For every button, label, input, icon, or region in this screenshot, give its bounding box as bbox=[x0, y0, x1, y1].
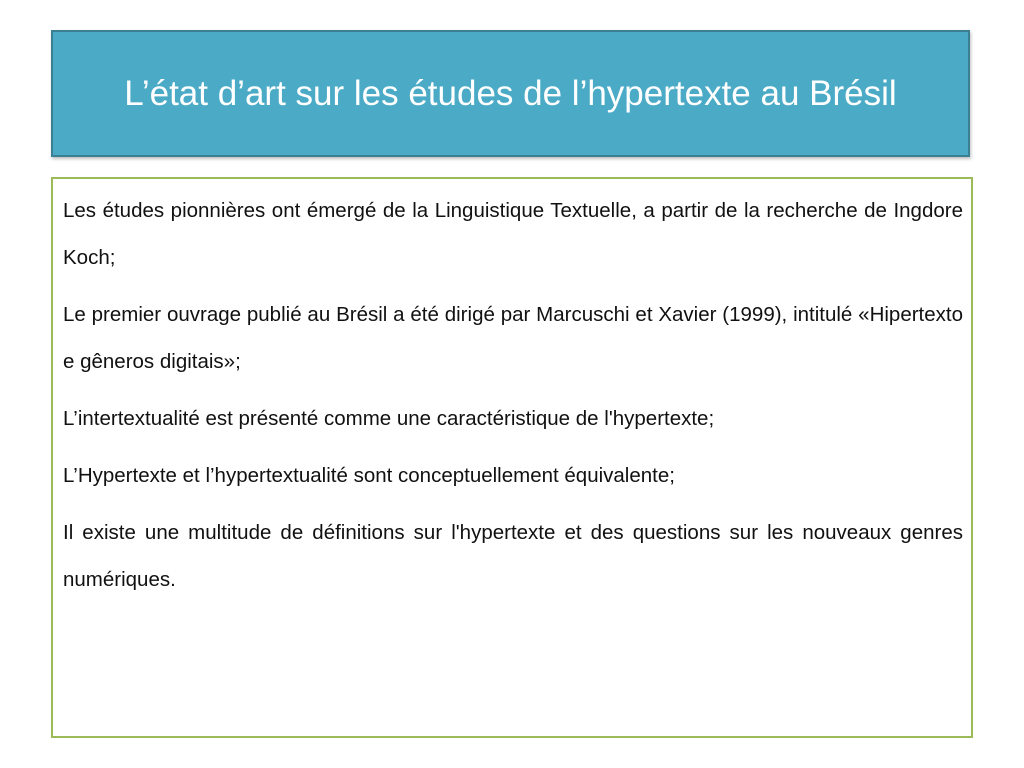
paragraph-5: Il existe une multitude de définitions sur l'hypertexte et des questions sur les nouveaux genres numériques. bbox=[63, 521, 963, 591]
title-banner bbox=[51, 30, 970, 157]
slide-title: L’état d’art sur les études de l’hypertexte au Brésil bbox=[124, 74, 897, 113]
content-body bbox=[63, 187, 963, 613]
paragraph-2: Le premier ouvrage publié au Brésil a été dirigé par Marcuschi et Xavier (1999), intitulé «Hipertexto e gêneros digitais»; bbox=[63, 303, 963, 373]
paragraph-4: L’Hypertexte et l’hypertextualité sont conceptuellement équivalente; bbox=[63, 464, 675, 487]
paragraph-3: L’intertextualité est présenté comme une caractéristique de l'hypertexte; bbox=[63, 407, 715, 430]
content-frame bbox=[51, 177, 973, 738]
paragraph-1: Les études pionnières ont émergé de la Linguistique Textuelle, a partir de la recherche de Ingdore Koch; bbox=[63, 199, 963, 269]
